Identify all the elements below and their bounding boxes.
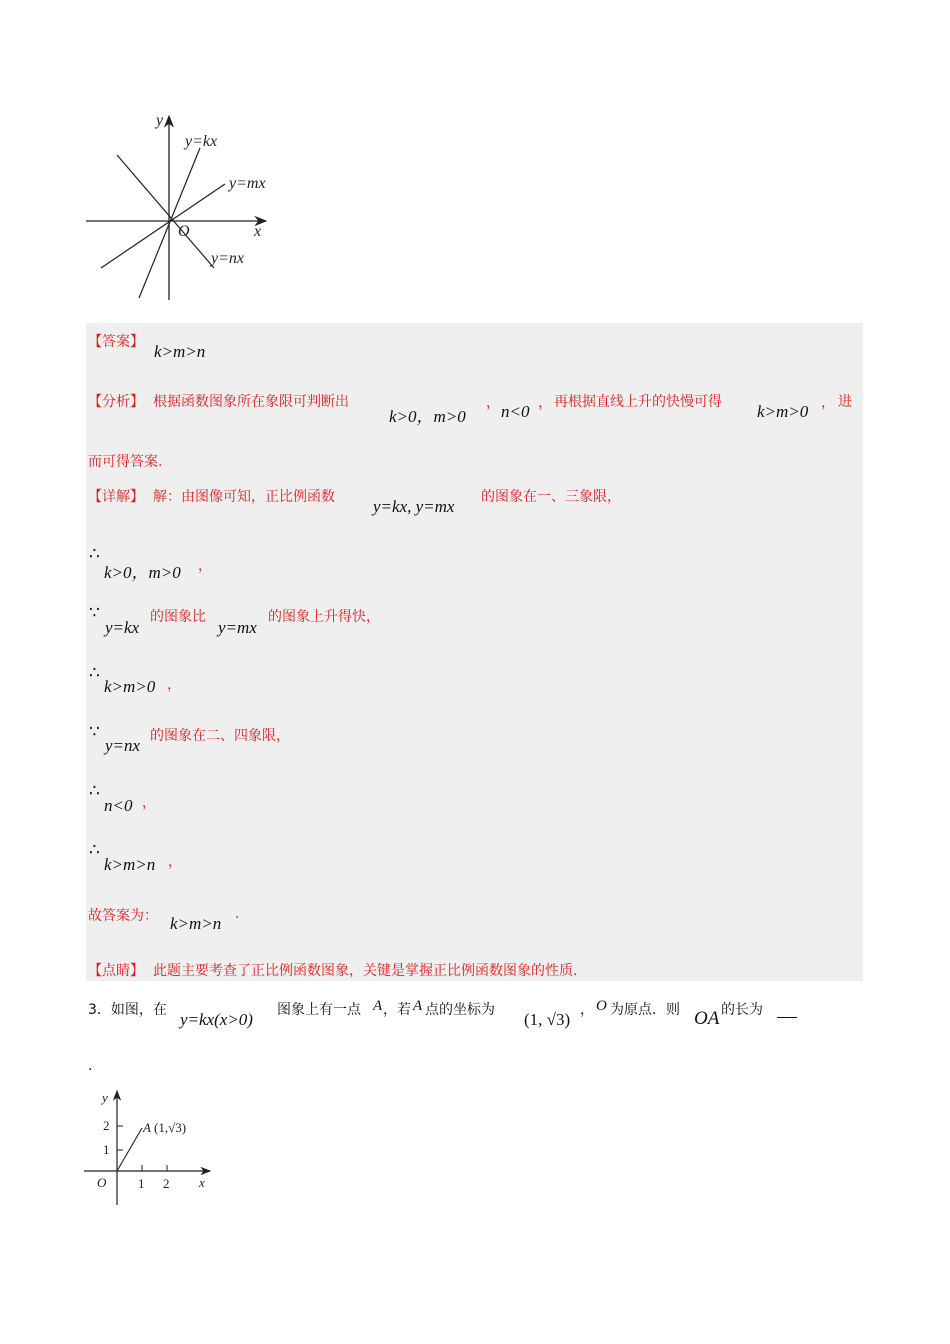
q3-text-5: 为原点．则 — [610, 1002, 680, 1018]
q3-answer-blank[interactable]: __ — [777, 1001, 797, 1018]
comment-text: 此题主要考查了正比例函数图象，关键是掌握正比例函数图象的性质. — [153, 963, 578, 979]
final-answer-label: 故答案为： — [88, 908, 158, 924]
detail-line2-expr-a: y=kx — [105, 618, 140, 637]
analysis-sep-2: ， — [538, 395, 552, 411]
analysis-sep-3: ， — [821, 395, 835, 411]
detail-line4-tail: 的图象在二、四象限， — [150, 728, 290, 744]
analysis-text-3: 进 — [838, 394, 852, 410]
point-a-graph — [82, 1088, 222, 1213]
xtick-2-label: 2 — [163, 1176, 170, 1191]
analysis-expr-2: n<0 — [501, 402, 530, 421]
q3-text-6: 的长为 — [721, 1002, 763, 1018]
q3-trailing-dot: . — [88, 1058, 93, 1074]
comment-tag: 【点睛】 — [88, 963, 144, 979]
analysis-expr-3: k>m>0 — [757, 402, 809, 421]
detail-line4-expr: y=nx — [105, 736, 141, 755]
therefore-symbol-3: ∴ — [89, 781, 99, 801]
detail-line6-tail: ， — [168, 854, 182, 870]
q3-coordinate: (1, √3) — [524, 1010, 571, 1029]
label-mx: y=mx — [229, 175, 266, 192]
solution-panel — [86, 323, 863, 981]
final-answer-expr: k>m>n — [170, 914, 222, 933]
ytick-1-label: 1 — [103, 1142, 110, 1157]
q3-text-1: 图象上有一点 — [277, 1002, 361, 1018]
label-kx: y=kx — [185, 133, 218, 150]
detail-line1-tail: ， — [198, 558, 212, 574]
q3-number: 3．如图，在 — [88, 1002, 167, 1018]
q3-text-3: 点的坐标为 — [425, 1002, 495, 1018]
detail-intro-tail: 的图象在一、三象限， — [481, 489, 621, 505]
line-nx — [117, 155, 214, 268]
analysis-text-4: 而可得答案. — [88, 454, 163, 470]
detail-line2-expr-b: y=mx — [218, 618, 257, 637]
analysis-text-2: 再根据直线上升的快慢可得 — [554, 394, 722, 410]
x-axis-label: x — [254, 223, 262, 240]
q3-text-2: ，若 — [383, 1002, 411, 1018]
q3-point-a: A — [373, 998, 383, 1014]
detail-line6-expr: k>m>n — [104, 855, 156, 874]
q3-origin: O — [596, 998, 607, 1014]
detail-line2-text: 的图象比 — [150, 609, 206, 625]
y-axis-label: y — [156, 112, 164, 129]
origin-label: O — [178, 223, 190, 240]
because-symbol-2: ∵ — [89, 722, 99, 742]
detail-line3-tail: ， — [167, 677, 181, 693]
ytick-2-label: 2 — [103, 1118, 110, 1133]
y-axis-label: y — [102, 1090, 108, 1105]
because-symbol-1: ∵ — [89, 603, 99, 623]
analysis-sep-1: ， — [486, 395, 500, 411]
detail-intro: 解：由图像可知，正比例函数 — [153, 489, 335, 505]
answer-tag: 【答案】 — [88, 334, 144, 350]
therefore-symbol-4: ∴ — [89, 840, 99, 860]
line-mx — [101, 184, 225, 268]
detail-line5-expr: n<0 — [104, 796, 133, 815]
final-answer-tail: . — [235, 906, 240, 922]
proportional-functions-graph — [82, 108, 282, 308]
label-nx: y=nx — [211, 250, 244, 267]
x-axis-label: x — [199, 1175, 205, 1190]
analysis-expr-1: k>0，m>0 — [389, 407, 466, 426]
q3-point-a2: A — [413, 998, 423, 1014]
point-a-coordinate: (1,√3) — [154, 1120, 187, 1135]
q3-text-4: ， — [580, 1002, 594, 1018]
origin-label: O — [97, 1175, 107, 1190]
analysis-tag: 【分析】 — [88, 394, 144, 410]
therefore-symbol-1: ∴ — [89, 544, 99, 564]
detail-tag: 【详解】 — [88, 489, 144, 505]
q3-segment-oa: OA — [694, 1008, 720, 1029]
detail-line5-tail: ， — [142, 795, 156, 811]
detail-line3-expr: k>m>0 — [104, 677, 156, 696]
detail-intro-expr: y=kx, y=mx — [373, 497, 455, 516]
point-a-label: A — [143, 1120, 151, 1135]
analysis-text-1: 根据函数图象所在象限可判断出 — [153, 394, 349, 410]
detail-line1-expr: k>0，m>0 — [104, 563, 181, 582]
therefore-symbol-2: ∴ — [89, 663, 99, 683]
xtick-1-label: 1 — [138, 1176, 145, 1191]
detail-line2-tail: 的图象上升得快， — [268, 609, 380, 625]
answer-expr: k>m>n — [154, 342, 206, 361]
q3-expr: y=kx(x>0) — [180, 1010, 253, 1029]
